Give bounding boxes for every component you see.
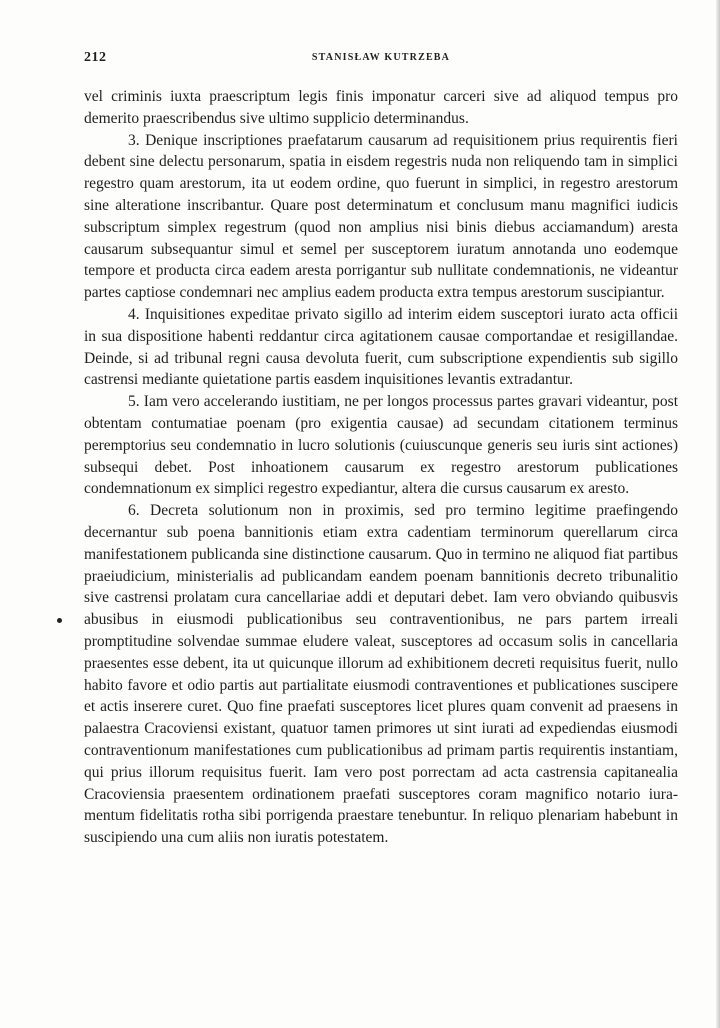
paragraph-6: 6. Decreta solutionum non in proximis, sed pro termino legitime praefingendo decernantur sub poena bannitionis etiam extra cadentiam terminorum querellarum circa manifestationem publicanda sine distinctione causarum. Quo in termino ne aliquod fiat partibus praeiudicium, ministerialis ad publicandam eandem poenam bannitionis decreto tribunalitio sive castrensi prolatam cura cancellariae addi et deputari debet. Iam vero obviando quibusvis abusibus in eiusmodi publicationibus seu contraventionibus, ne pars partem irreali promptitudine solvendae summae eludere valeat, susceptores ad occasum solis in cancellaria praesentes esse debent, ita ut quicunque illorum ad exhibitionem decreti requisitus fuerit, nullo habito favore et odio partis aut partialitate eiusmodi contraventiones et publicationes suscipere et actis inserere curet. Quo fine praefati susceptores licet plures quam convenit ad praesens in palaestra Cracoviensi existant, quatuor tamen primores ut sint iurati ad expediendas eiusmodi contraventionum manifestationes cum publicationibus ad primam partis requirentis instantiam, qui prius illorum requisitus fuerit. Iam vero post porrectam ad acta castrensia capitanealia Cracoviensia praesentem ordinationem praefati susceptores coram magnifico notario iuramentum fidelitatis rotha sibi porrigenda praestare tenebuntur. In reliquo plenariam habebunt in suscipiendo una cum aliis non iuratis potestatem.: [84, 502, 678, 847]
scan-edge: [716, 0, 720, 1028]
paragraph-3: 3. Denique inscriptiones praefatarum causarum ad requisitionem prius requirentis fieri debent sine delectu personarum, spatia in eisdem regestris nuda non reliquendo tam in simplici regestro quam arestorum, ita ut eodem ordine, quo fuerunt in simplici, in regestro arestorum sine alteratione inscribantur. Quare post determinatum et conclusum manu magnifici iudicis subscriptum simplex regestrum (quod non amplius nisi binis diebus acciamandum) aresta causarum subsequantur simul et semel per susceptorem iuratum annotanda uno eodemque tempore et producta circa eadem aresta porrigantur sub nullitate condemnationis, ne videantur partes captiose condemnari nec amplius eadem producta extra tempus arestorum suscipiantur.: [84, 131, 678, 302]
margin-mark: [57, 618, 62, 623]
running-title: STANISŁAW KUTRZEBA: [311, 52, 451, 63]
body-text: [84, 86, 678, 849]
paragraph-continuation: vel criminis iuxta praescriptum legis finis imponatur carceri sive ad aliquod tempus pro demerito praescribendus sive ultimo supplicio determinandus.: [84, 88, 678, 127]
paragraph-4: 4. Inquisitiones expeditae privato sigillo ad interim eidem susceptori iurato acta officii in sua dispositione habenti reddantur circa agitationem causae comportandae et resigillandae. Deinde, si ad tribunal regni causa devoluta fuerit, cum subscriptione expendientis sub sigillo castrensi mediante quietatione partis easdem inquisitiones levantis extradantur.: [84, 305, 678, 389]
running-head: [84, 50, 678, 68]
paragraph-5: 5. Iam vero accelerando iustitiam, ne per longos processus partes gravari videantur, post obtentam contumatiae poenam (pro exigentia causae) ad secundam citationem terminus peremptorius seu condemnatio in lucro solutionis (cuiuscunque generis seu iuris sint actiones) subsequi debet. Post inhoationem causarum ex regestro arestorum publicationes condemnationum ex simplici regestro expediantur, altera die cursus causarum ex aresto.: [84, 393, 678, 498]
page-number: 212: [84, 50, 107, 65]
